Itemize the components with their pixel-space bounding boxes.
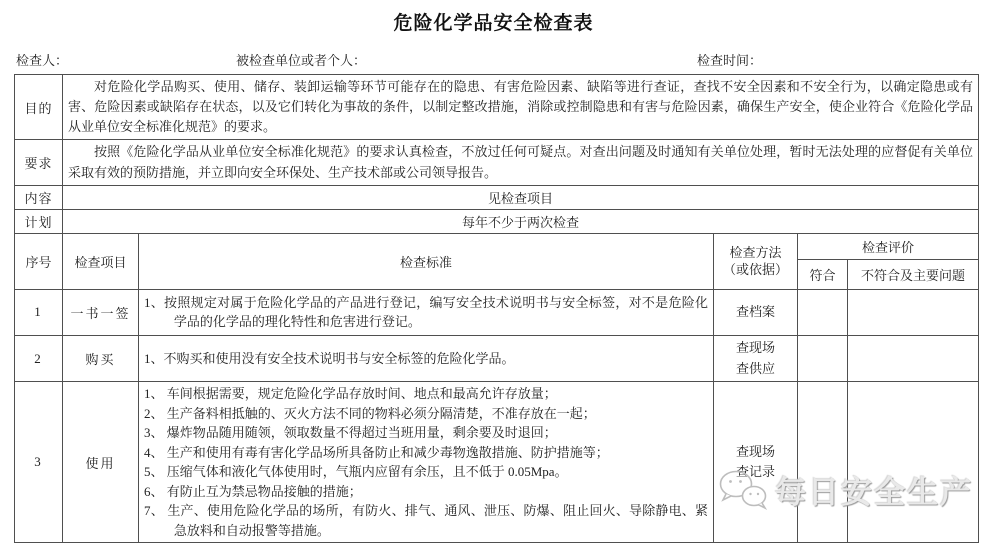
- page-title: 危险化学品安全检查表: [393, 13, 594, 34]
- row1-fail-cell[interactable]: [848, 289, 979, 335]
- row2-fail-cell[interactable]: [848, 335, 979, 382]
- row1-standard: 1、按照规定对属于危险化学品的产品进行登记，编写安全技术说明书与安全标签，对不是危险化学品的化学品的理化特性和危害进行登记。: [139, 289, 714, 335]
- plan-row: [15, 209, 979, 233]
- row3-seq: 3: [15, 382, 63, 543]
- requirement-text-cell: [63, 140, 979, 185]
- header-pass: 符合: [798, 259, 848, 289]
- inspection-sheet-table: [14, 74, 979, 543]
- purpose-text: 对危险化学品购买、使用、储存、装卸运输等环节可能存在的隐患、有害危险因素、缺陷等进行查证，查找不安全因素和不安全行为，以确定隐患或有害、危险因素或缺陷存在状态，以及它们转化为事故的条件，以制定整改措施，消除或控制隐患和有害与危险因素，确保生产安全，使企业符合《危险化学品从业单位安全标准化规范》的要求。: [68, 79, 974, 135]
- header-fail: 不符合及主要问题: [848, 259, 979, 289]
- content-text: 见检查项目: [63, 185, 979, 209]
- header-method: [714, 233, 798, 289]
- inspector-label: 检查人：: [16, 53, 69, 68]
- row1-pass-cell[interactable]: [798, 289, 848, 335]
- requirement-label: 要求: [15, 140, 63, 185]
- row3-standard: 1、 车间根据需要，规定危险化学品存放时间、地点和最高允许存放量； 2、 生产备料相抵触的、灭火方法不同的物料必须分隔清楚，不准存放在一起； 3、 爆炸物品随用随领，领取数量不得超过当班用量，剩余要及时退回； 4、 生产和使用有毒有害化学品场所具备防止和减少毒物逸散措施、防护措施等； 5、 压缩气体和液化气体使用时，气瓶内应留有余压，且不低于 0.05Mpa。 6、 有防止互为禁忌物品接触的措施； 7、 生产、使用危险化学品的场所，有防火、排气、通风、泄压、防爆、阻止回火、导除静电、紧急放料和自动报警等措施。: [139, 382, 714, 543]
- header-seq: 序号: [15, 233, 63, 289]
- content-label: 内容: [15, 185, 63, 209]
- header-standard: 检查标准: [139, 233, 714, 289]
- requirement-row: [15, 140, 979, 185]
- row1-seq: 1: [15, 289, 63, 335]
- info-bar: [0, 50, 987, 70]
- header-row-1: [15, 233, 979, 259]
- row2-method: 查现场 查供应: [714, 335, 798, 382]
- header-item: 检查项目: [63, 233, 139, 289]
- purpose-text-cell: [63, 75, 979, 140]
- row3-method: 查现场 查记录: [714, 382, 798, 543]
- table-row: [15, 335, 979, 382]
- row3-pass-cell[interactable]: [798, 382, 848, 543]
- header-evaluation: 检查评价: [798, 233, 979, 259]
- watermark-text: 每日安全生产: [775, 475, 973, 510]
- row2-pass-cell[interactable]: [798, 335, 848, 382]
- row3-item: 使用: [63, 382, 139, 543]
- row2-item: 购买: [63, 335, 139, 382]
- row1-method: 查档案: [714, 289, 798, 335]
- row3-fail-cell[interactable]: [848, 382, 979, 543]
- row1-item: 一书一签: [63, 289, 139, 335]
- inspected-unit-label: 被检查单位或者个人：: [236, 53, 367, 68]
- row2-seq: 2: [15, 335, 63, 382]
- plan-text: 每年不少于两次检查: [63, 209, 979, 233]
- plan-label: 计划: [15, 209, 63, 233]
- requirement-text: 按照《危险化学品从业单位安全标准化规范》的要求认真检查，不放过任何可疑点。对查出问题及时通知有关单位处理，暂时无法处理的应督促有关单位采取有效的预防措施，并立即向安全环保处、生产技术部或公司领导报告。: [68, 144, 974, 180]
- inspection-time-label: 检查时间：: [697, 53, 763, 68]
- table-row: [15, 382, 979, 543]
- purpose-label: 目的: [15, 75, 63, 140]
- row2-standard: 1、不购买和使用没有安全技术说明书与安全标签的危险化学品。: [139, 335, 714, 382]
- header-method-line1: 检查方法: [729, 244, 782, 260]
- purpose-row: [15, 75, 979, 140]
- header-method-line2: （或依据）: [722, 262, 788, 278]
- table-row: [15, 289, 979, 335]
- content-row: [15, 185, 979, 209]
